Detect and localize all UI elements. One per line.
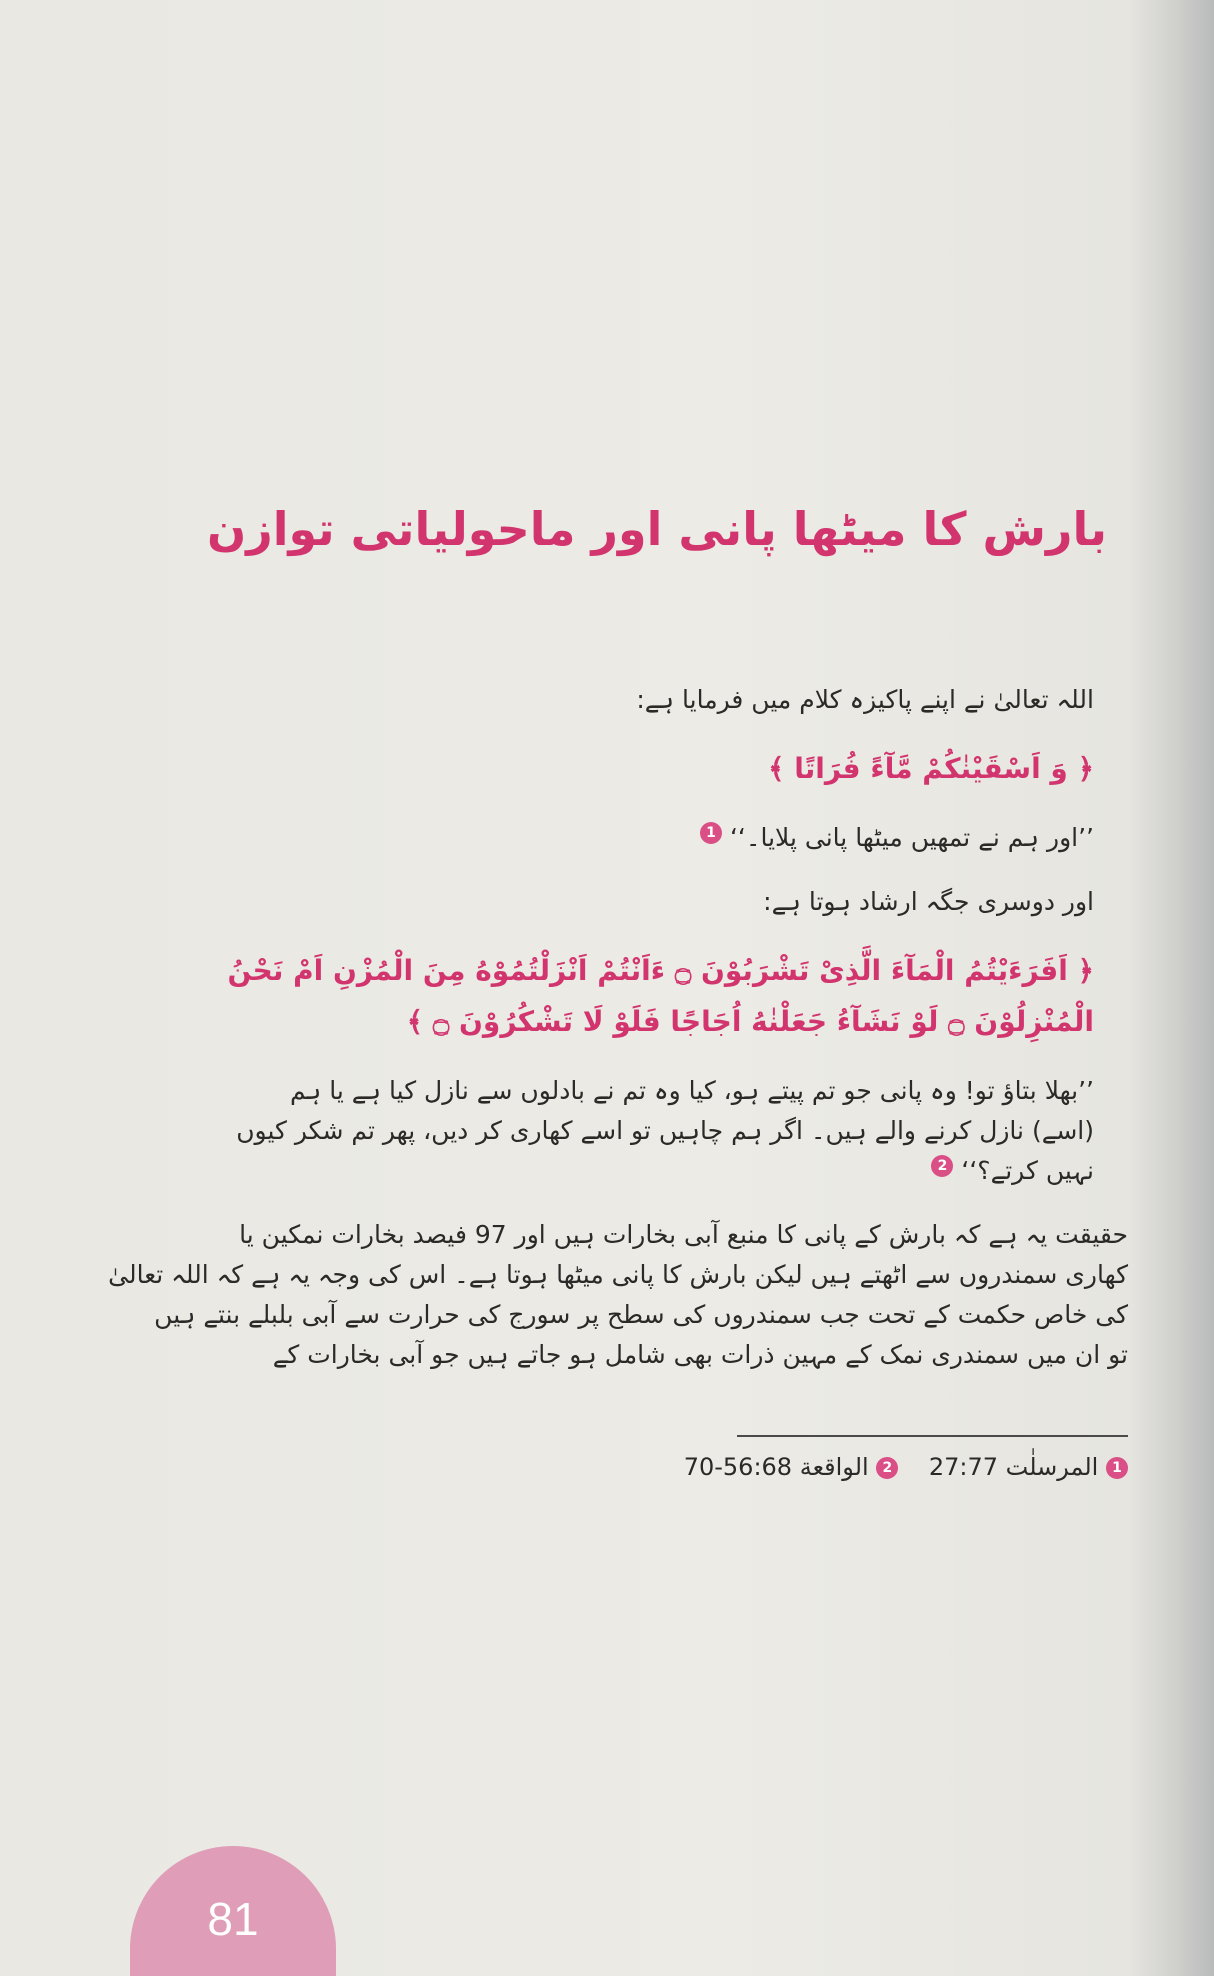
footnote-divider — [737, 1435, 1128, 1437]
footnote-1-marker: 1 — [1106, 1457, 1128, 1479]
page-number: 81 — [207, 1893, 259, 1945]
page-number-badge — [130, 1846, 336, 1976]
chapter-title: بارش کا میٹھا پانی اور ماحولیاتی توازن — [207, 502, 1107, 556]
paragraph-line-4: تو ان میں سمندری نمک کے مہین ذرات بھی شامل ہو جاتے ہیں جو آبی بخارات کے — [272, 1339, 1128, 1369]
translation-1 — [86, 818, 1128, 858]
translation-2-line-3-text: نہیں کرتے؟‘‘ — [961, 1155, 1094, 1185]
translation-1-text: ’’اور ہم نے تمھیں میٹھا پانی پلایا۔‘‘ — [729, 823, 1094, 853]
translation-2-line-1: ’’بھلا بتاؤ تو! وہ پانی جو تم پیتے ہو، کیا وہ تم نے بادلوں سے نازل کیا ہے یا ہم — [290, 1075, 1094, 1105]
quran-verse-2-line-2: الْمُنْزِلُوْنَ ۝ لَوْ نَشَآءُ جَعَلْنٰهُ اُجَاجًا فَلَوْ لَا تَشْكُرُوْنَ ۝ ﴾ — [406, 1004, 1094, 1038]
footnote-marker-1: 1 — [700, 822, 722, 844]
quran-verse-2-line-1: ﴿ اَفَرَءَيْتُمُ الْمَآءَ الَّذِىْ تَشْرَبُوْنَ ۝ ءَاَنْتُمْ اَنْزَلْتُمُوْهُ مِنَ الْمُزْنِ اَمْ نَحْنُ — [227, 954, 1094, 988]
intro-line-2: اور دوسری جگہ ارشاد ہوتا ہے: — [763, 887, 1094, 917]
translation-2-line-3 — [86, 1151, 1128, 1191]
footnote-2-marker: 2 — [876, 1457, 898, 1479]
paragraph-line-3: کی خاص حکمت کے تحت جب سمندروں کی سطح پر سورج کی حرارت سے آبی بلبلے بنتے ہیں — [154, 1299, 1128, 1329]
translation-2-line-2: (اسے) نازل کرنے والے ہیں۔ اگر ہم چاہیں تو اسے کھاری کر دیں، پھر تم شکر کیوں — [236, 1115, 1094, 1145]
paragraph-line-2: کھاری سمندروں سے اٹھتے ہیں لیکن بارش کا پانی میٹھا ہوتا ہے۔ اس کی وجہ یہ ہے کہ اللہ تعالیٰ — [108, 1259, 1128, 1289]
footnotes — [86, 1451, 1128, 1485]
footnote-1-ref: المرسلٰت 27:77 — [928, 1452, 1099, 1481]
footnote-2-ref: الواقعة 56:68-70 — [683, 1452, 869, 1481]
quran-verse-1: ﴿ وَ اَسْقَیْنٰكُمْ مَّآءً فُرَاتًا ﴾ — [768, 751, 1094, 785]
paragraph-line-1: حقیقت یہ ہے کہ بارش کے پانی کا منبع آبی بخارات ہیں اور 97 فیصد بخارات نمکین یا — [239, 1219, 1128, 1249]
footnote-marker-2: 2 — [931, 1155, 953, 1177]
intro-line: اللہ تعالیٰ نے اپنے پاکیزہ کلام میں فرمایا ہے: — [636, 684, 1094, 714]
footnote-divider-row — [86, 1435, 1128, 1437]
